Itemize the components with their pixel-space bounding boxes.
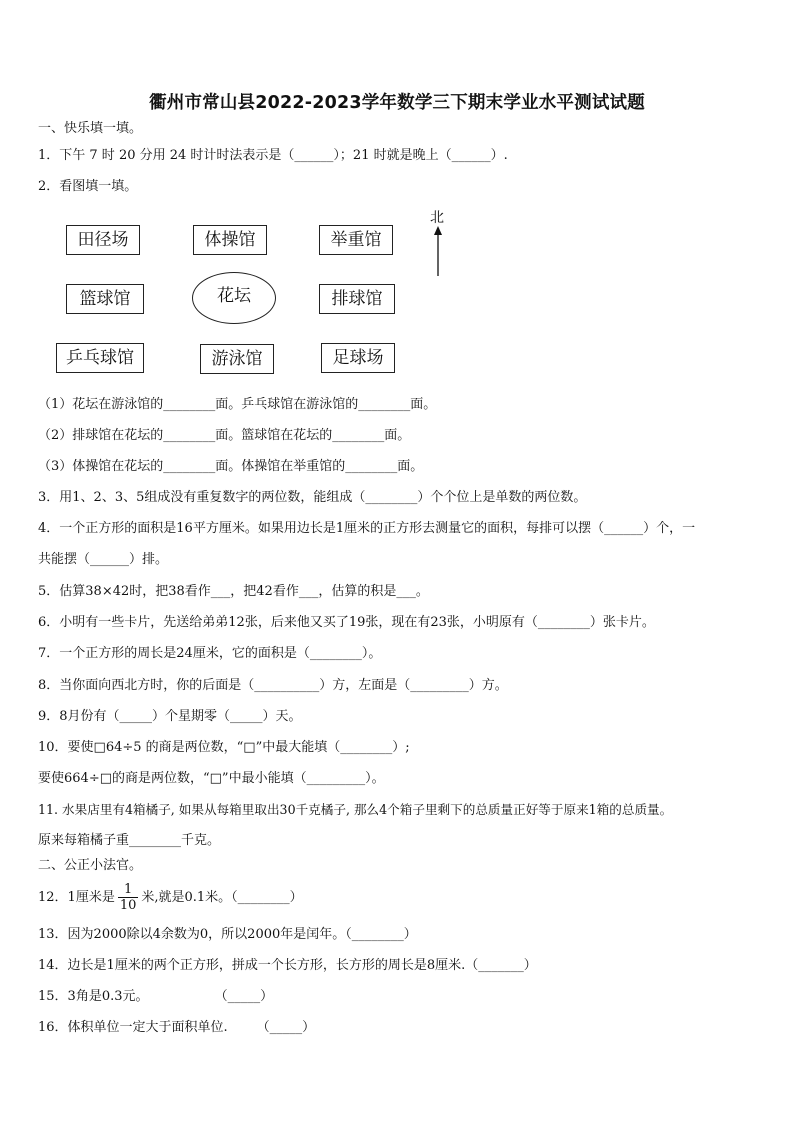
question-11-line-1: 11. 水果店里有4箱橘子, 如果从每箱里取出30千克橘子, 那么4个箱子里剩下的总质量正好等于原来1箱的总质量。 (38, 802, 673, 817)
section-heading-2: 二、公正小法官。 (38, 858, 143, 873)
question-10-line-1: 10．要使□64÷5 的商是两位数，“□”中最大能填（________）; (38, 740, 410, 755)
question-12-suffix: 米,就是0.1米。（________） (141, 890, 303, 905)
section-heading-1: 一、快乐填一填。 (38, 121, 143, 136)
page-title: 衢州市常山县2022-2023学年数学三下期末学业水平测试试题 (149, 93, 645, 113)
box-basketball-hall: 篮球馆 (66, 284, 144, 314)
question-13: 13．因为2000除以4余数为0，所以2000年是闰年。（________） (38, 927, 417, 942)
fraction-denominator: 10 (119, 898, 137, 913)
question-16: 16．体积单位一定大于面积单位. （_____） (38, 1020, 316, 1035)
question-12-prefix: 12．1厘米是 (38, 890, 115, 905)
box-gymnastics-hall: 体操馆 (193, 225, 267, 255)
question-4-line-2: 共能摆（______）排。 (38, 552, 169, 567)
question-15: 15．3角是0.3元。 （_____） (38, 989, 274, 1004)
question-2-3: （3）体操馆在花坛的________面。体操馆在举重馆的________面。 (38, 459, 424, 474)
question-8: 8．当你面向西北方时，你的后面是（__________）方，左面是（_________）方。 (38, 678, 508, 693)
fraction-numerator: 1 (118, 882, 139, 898)
box-track-field: 田径场 (66, 225, 140, 255)
box-volleyball-hall: 排球馆 (319, 284, 395, 314)
question-4-line-1: 4．一个正方形的面积是16平方厘米。如果用边长是1厘米的正方形去测量它的面积，每排可以摆（______）个，一 (38, 521, 696, 536)
question-1: 1．下午 7 时 20 分用 24 时计时法表示是（______）；21 时就是晚上（______）. (38, 148, 508, 163)
question-7: 7．一个正方形的周长是24厘米，它的面积是（________）。 (38, 646, 382, 661)
fraction-one-tenth (118, 882, 139, 913)
box-pingpong-hall: 乒乓球馆 (56, 343, 144, 373)
question-6: 6．小明有一些卡片，先送给弟弟12张，后来他又买了19张，现在有23张，小明原有（________）张卡片。 (38, 615, 655, 630)
question-10-line-2: 要使664÷□的商是两位数，“□”中最小能填（_________）。 (38, 771, 385, 786)
question-11-line-2: 原来每箱橘子重________千克。 (38, 833, 221, 848)
box-football-field: 足球场 (321, 343, 395, 373)
question-2-2: （2）排球馆在花坛的________面。篮球馆在花坛的________面。 (38, 428, 411, 443)
question-5: 5．估算38×42时，把38看作___，把42看作___，估算的积是___。 (38, 584, 429, 599)
question-3: 3．用1、2、3、5组成没有重复数字的两位数，能组成（________）个个位上是单数的两位数。 (38, 490, 587, 505)
north-label: 北 (430, 210, 444, 226)
question-2: 2．看图填一填。 (38, 179, 138, 194)
north-arrow-icon (431, 226, 445, 278)
box-weightlifting-hall: 举重馆 (319, 225, 393, 255)
question-9: 9．8月份有（_____）个星期零（_____）天。 (38, 709, 302, 724)
box-swimming-hall: 游泳馆 (200, 344, 274, 374)
question-2-1: （1）花坛在游泳馆的________面。乒乓球馆在游泳馆的________面。 (38, 397, 437, 412)
question-14: 14．边长是1厘米的两个正方形，拼成一个长方形，长方形的周长是8厘米.（_______） (38, 958, 537, 973)
flower-bed-ellipse: 花坛 (192, 272, 276, 324)
question-12 (38, 880, 303, 916)
